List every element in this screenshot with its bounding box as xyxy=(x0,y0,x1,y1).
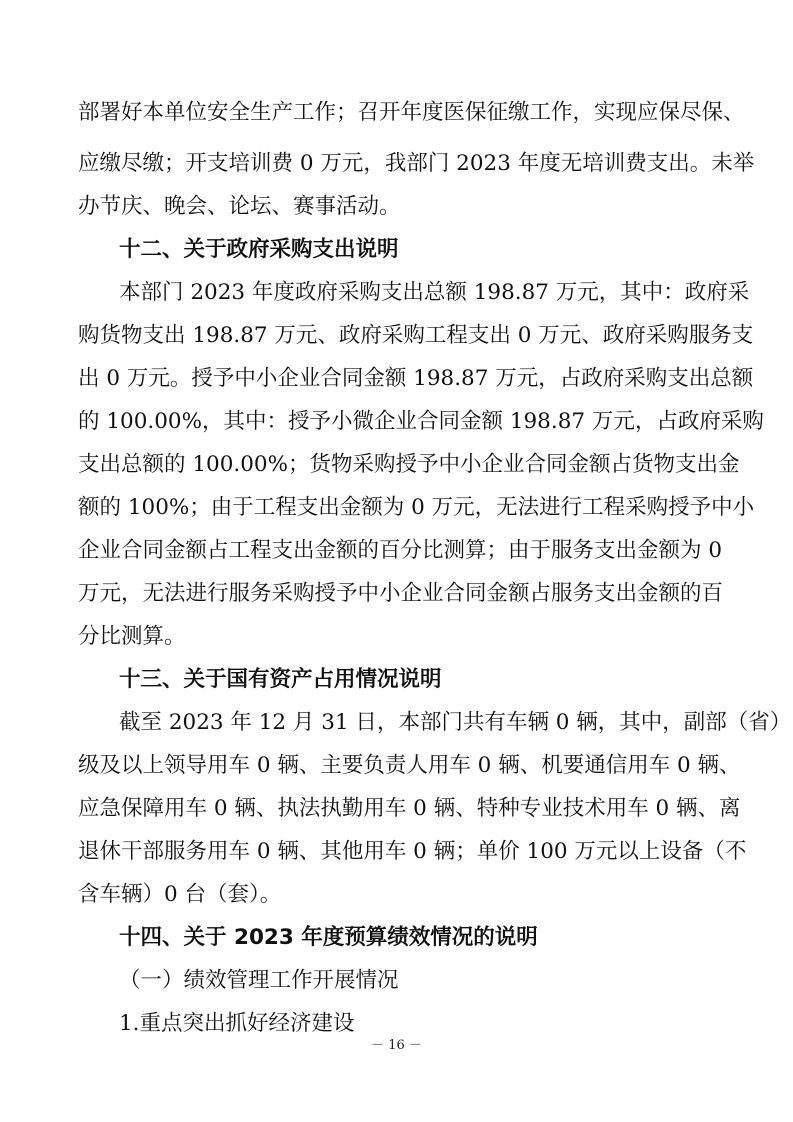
body-line: 应急保障用车 0 辆、执法执勤用车 0 辆、特种专业技术用车 0 辆、离 xyxy=(78,796,741,821)
body-line: 应缴尽缴；开支培训费 0 万元，我部门 2023 年度无培训费支出。未举 xyxy=(78,151,755,176)
body-line: 截至 2023 年 12 月 31 日，本部门共有车辆 0 辆，其中，副部（省） xyxy=(119,710,792,735)
section-heading-13: 十三、关于国有资产占用情况说明 xyxy=(119,667,442,692)
body-line: 万元，无法进行服务采购授予中小企业合同金额占服务支出金额的百 xyxy=(78,581,724,606)
body-line: 的 100.00%，其中：授予小微企业合同金额 198.87 万元，占政府采购 xyxy=(78,409,764,434)
sub-item-heading: 1.重点突出抓好经济建设 xyxy=(119,1011,355,1036)
body-line: 办节庆、晚会、论坛、赛事活动。 xyxy=(78,194,401,219)
body-line: 额的 100%；由于工程支出金额为 0 万元，无法进行工程采购授予中小 xyxy=(78,495,755,520)
body-line: 企业合同金额占工程支出金额的百分比测算；由于服务支出金额为 0 xyxy=(78,538,723,563)
subsection-heading: （一）绩效管理工作开展情况 xyxy=(119,968,399,993)
body-line: 退休干部服务用车 0 辆、其他用车 0 辆；单价 100 万元以上设备（不 xyxy=(78,839,747,864)
body-line: 分比测算。 xyxy=(78,624,186,649)
body-line: 出 0 万元。授予中小企业合同金额 198.87 万元，占政府采购支出总额 xyxy=(78,366,754,391)
body-line: 含车辆）0 台（套）。 xyxy=(78,882,282,907)
body-line: 级及以上领导用车 0 辆、主要负责人用车 0 辆、机要通信用车 0 辆、 xyxy=(78,753,741,778)
body-line: 购货物支出 198.87 万元、政府采购工程支出 0 万元、政府采购服务支 xyxy=(78,323,754,348)
body-line: 支出总额的 100.00%；货物采购授予中小企业合同金额占货物支出金 xyxy=(78,452,740,477)
section-heading-14: 十四、关于 2023 年度预算绩效情况的说明 xyxy=(119,925,538,950)
section-heading-12: 十二、关于政府采购支出说明 xyxy=(119,237,399,262)
page-number: － 16 － xyxy=(371,1038,422,1053)
body-line: 部署好本单位安全生产工作；召开年度医保征缴工作，实现应保尽保、 xyxy=(78,100,745,125)
body-line: 本部门 2023 年度政府采购支出总额 198.87 万元，其中：政府采 xyxy=(119,280,750,305)
